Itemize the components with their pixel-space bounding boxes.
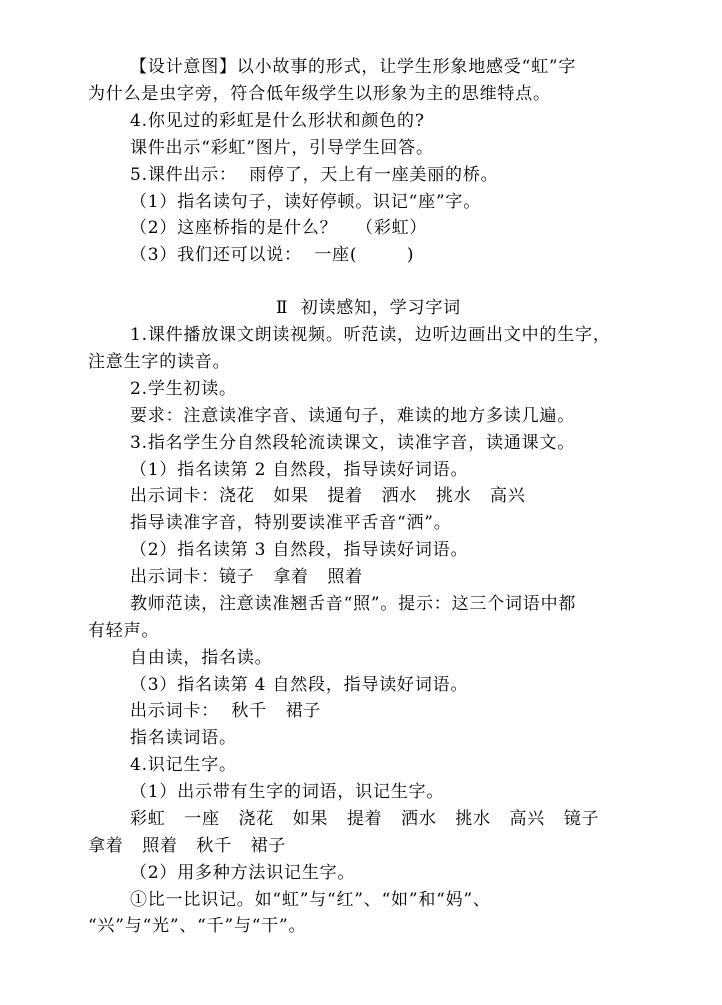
text-line: （2）这座桥指的是什么？ （彩虹）: [130, 218, 428, 238]
text-line: （3）我们还可以说： 一座( ): [130, 245, 415, 265]
text-line: 2.学生初读。: [130, 379, 237, 399]
text-line: ①比一比识记。如“虹”与“红”、“如”和“妈”、: [130, 890, 491, 910]
text-line: 指导读准字音，特别要读准平舌音“洒”。: [130, 513, 452, 533]
text-line: （1）指名读句子，读好停顿。识记“座”字。: [130, 192, 481, 212]
text-line: 5.课件出示： 雨停了，天上有一座美丽的桥。: [130, 165, 499, 185]
text-line: （3）指名读第 4 自然段，指导读好词语。: [130, 675, 469, 695]
text-line: 出示词卡：镜子 拿着 照着: [130, 567, 364, 587]
text-line: （2）指名读第 3 自然段，指导读好词语。: [130, 540, 469, 560]
text-line: 出示词卡：浇花 如果 提着 洒水 挑水 高兴: [130, 486, 526, 506]
text-line: 注意生字的读音。: [88, 352, 231, 372]
text-line: 有轻声。: [88, 621, 160, 641]
text-line: 自由读，指名读。: [130, 648, 273, 668]
text-line: 1.课件播放课文朗读视频。听范读，边听边画出文中的生字，: [130, 325, 611, 345]
text-line: （2）用多种方法识记生字。: [130, 863, 356, 883]
text-line: 教师范读，注意读准翘舌音“照”。提示：这三个词语中都: [130, 594, 577, 614]
text-line: “兴”与“光”、“千”与“干”。: [88, 916, 307, 936]
section-heading: Ⅱ 初读感知，学习字词: [276, 298, 461, 318]
text-line: 【设计意图】以小故事的形式，让学生形象地感受“虹”字: [130, 57, 577, 77]
text-line: 4.你见过的彩虹是什么形状和颜色的?: [130, 111, 425, 131]
text-line: 指名读词语。: [130, 728, 237, 748]
text-line: （1）指名读第 2 自然段，指导读好词语。: [130, 460, 469, 480]
text-line: 拿着 照着 秋千 裙子: [88, 836, 287, 856]
text-line: 要求：注意读准字音、读通句子，难读的地方多读几遍。: [130, 406, 575, 426]
text-line: （1）出示带有生字的词语，识记生字。: [130, 782, 445, 802]
text-line: 3.指名学生分自然段轮流读课文，读准字音，读通课文。: [130, 433, 576, 453]
text-line: 课件出示“彩虹”图片，引导学生回答。: [130, 138, 434, 158]
text-line: 4.识记生字。: [130, 755, 237, 775]
text-line: 出示词卡： 秋千 裙子: [130, 701, 322, 721]
text-line: 彩虹 一座 浇花 如果 提着 洒水 挑水 高兴 镜子: [130, 809, 600, 829]
text-line: 为什么是虫字旁，符合低年级学生以形象为主的思维特点。: [88, 84, 551, 104]
